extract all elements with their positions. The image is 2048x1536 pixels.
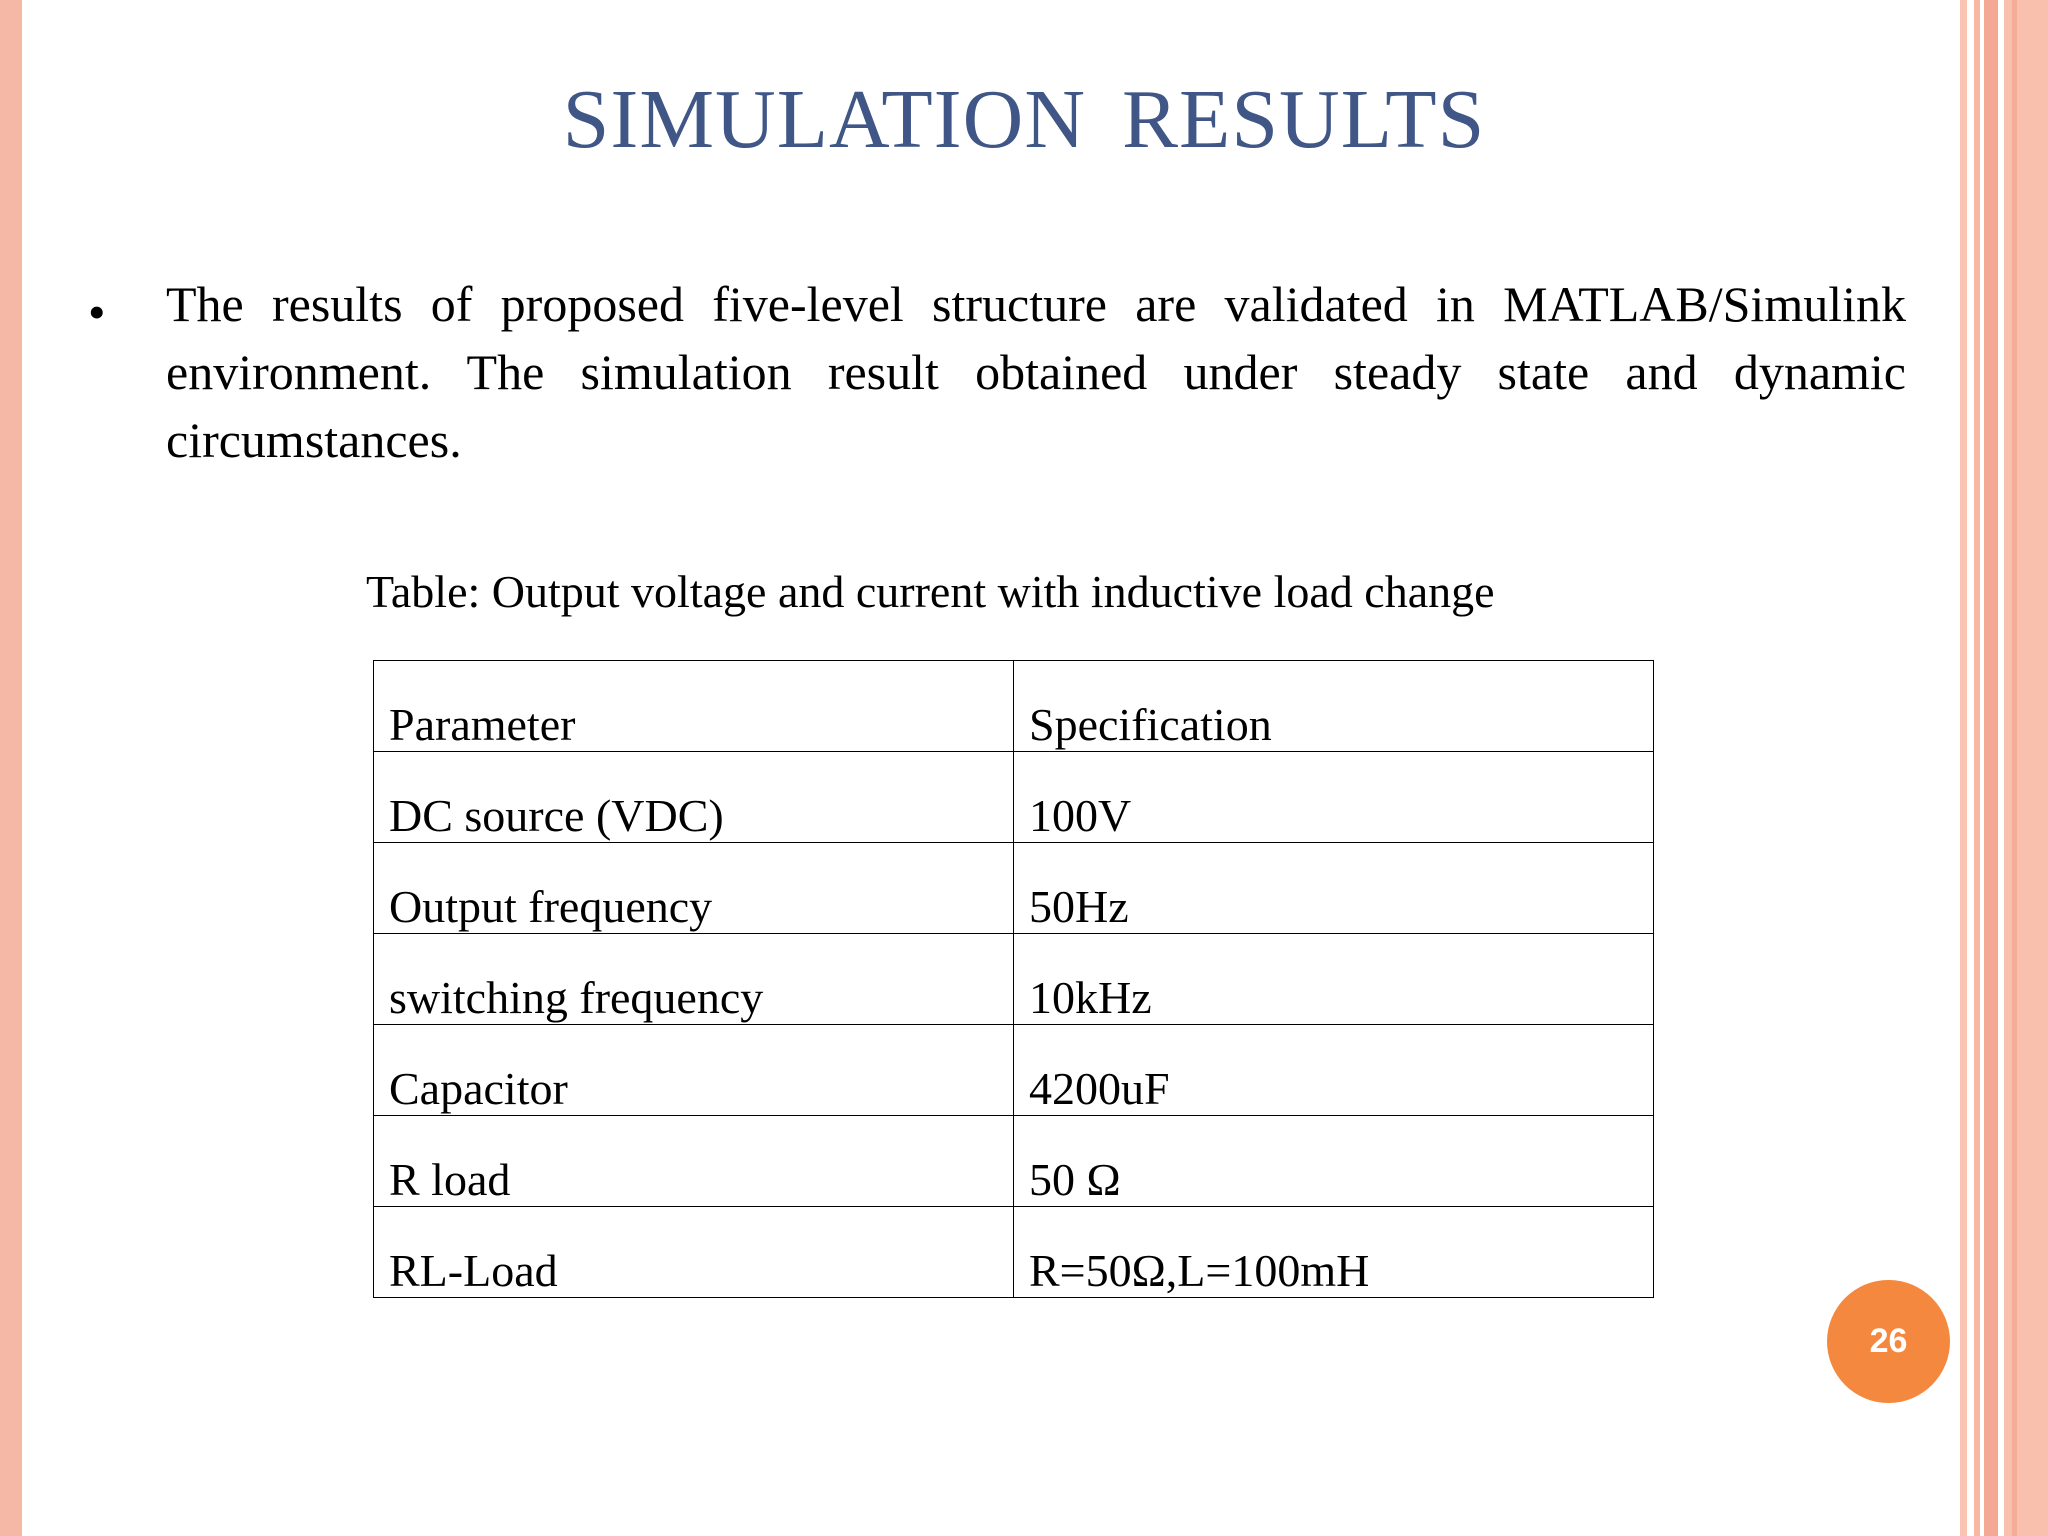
right-decorative-stripe (1960, 0, 1967, 1536)
table-cell-parameter: Capacitor (374, 1025, 1014, 1116)
table-cell-specification: R=50Ω,L=100mH (1014, 1207, 1654, 1298)
header-cell-parameter: Parameter (374, 661, 1014, 752)
table-row (374, 1025, 1654, 1116)
table-header-row (374, 661, 1654, 752)
table-row (374, 843, 1654, 934)
table-row (374, 752, 1654, 843)
table-cell-parameter: RL-Load (374, 1207, 1014, 1298)
table-cell-parameter: Output frequency (374, 843, 1014, 934)
table-cell-parameter: R load (374, 1116, 1014, 1207)
table-cell-parameter: DC source (VDC) (374, 752, 1014, 843)
bullet-text: The results of proposed five-level structure are validated in MATLAB/Simulink environment. The simulation result obtained under steady state and dynamic circumstances. (166, 276, 1906, 468)
right-decorative-stripe (2012, 0, 2017, 1536)
page-number-badge: 26 (1827, 1280, 1950, 1403)
table-cell-specification: 10kHz (1014, 934, 1654, 1025)
table-cell-specification: 4200uF (1014, 1025, 1654, 1116)
table-row (374, 1116, 1654, 1207)
left-decorative-stripe (0, 0, 22, 1536)
table-row (374, 934, 1654, 1025)
right-decorative-stripe (1984, 0, 1998, 1536)
slide-title: SIMULATION RESULTS (562, 73, 1486, 166)
specification-table (373, 660, 1654, 1298)
table-cell-parameter: switching frequency (374, 934, 1014, 1025)
bullet-icon: • (88, 284, 106, 340)
table-cell-specification: 100V (1014, 752, 1654, 843)
table-caption: Table: Output voltage and current with inductive load change (366, 566, 1495, 617)
table-cell-specification: 50 Ω (1014, 1116, 1654, 1207)
table-cell-specification: 50Hz (1014, 843, 1654, 934)
table-row (374, 1207, 1654, 1298)
header-cell-specification: Specification (1014, 661, 1654, 752)
right-decorative-stripe (2004, 0, 2048, 1536)
right-decorative-stripe (1974, 0, 1980, 1536)
